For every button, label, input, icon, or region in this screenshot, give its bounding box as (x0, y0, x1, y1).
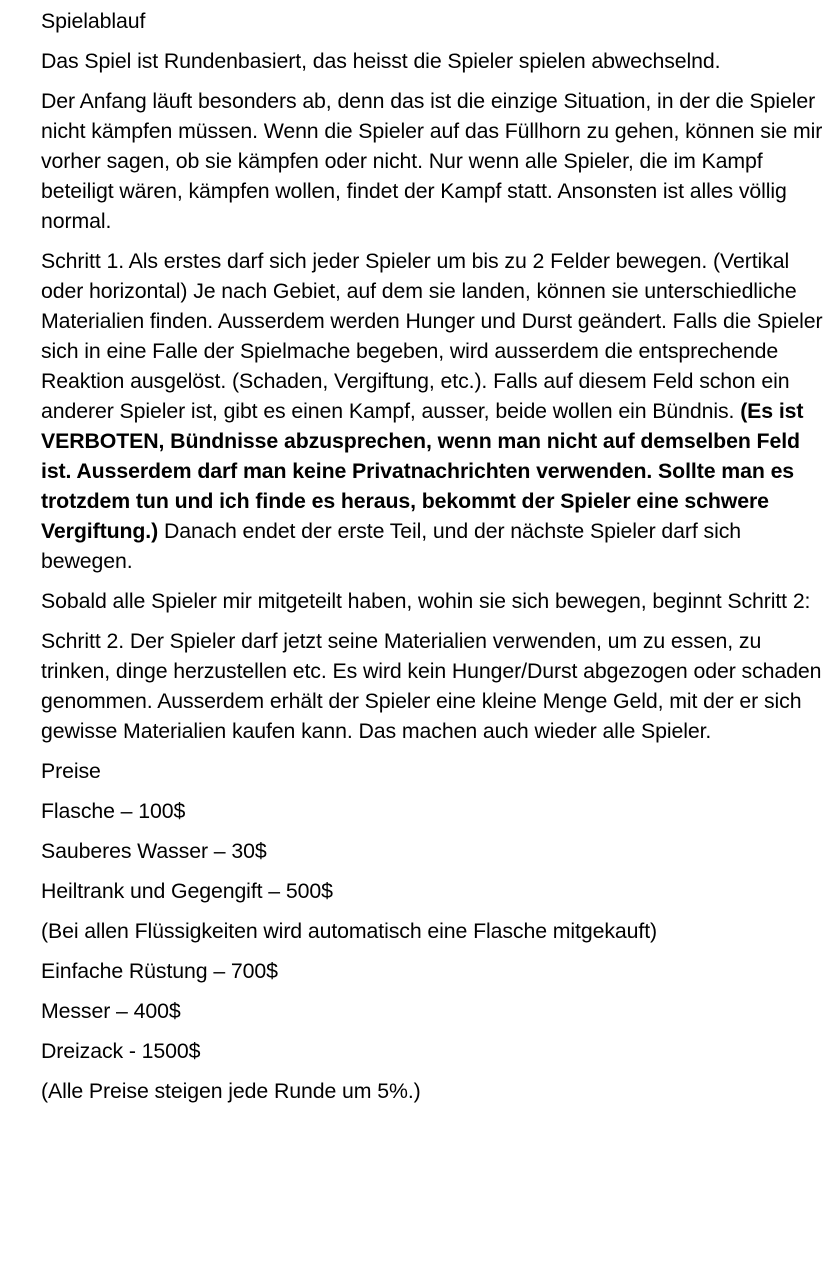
step1-warning: (Es ist VERBOTEN, Bündnisse abzusprechen, wenn man nicht auf demselben Feld ist. Ausserdem darf man keine Privatnachrichten verwenden. Sollte man es trotzdem tun und ich finde es heraus, bekommt der Spieler eine schwere Vergiftung.) (41, 399, 804, 543)
start-paragraph: Der Anfang läuft besonders ab, denn das ist die einzige Situation, in der die Spieler nicht kämpfen müssen. Wenn die Spieler auf das Füllhorn zu gehen, können sie mir vorher sagen, ob sie kämpfen oder nicht. Nur wenn alle Spieler, die im Kampf beteiligt wären, kämpfen wollen, findet der Kampf statt. Ansonsten ist alles völlig normal. (41, 89, 823, 233)
price-line: Einfache Rüstung – 700$ (41, 959, 278, 983)
transition-paragraph: Sobald alle Spieler mir mitgeteilt haben, wohin sie sich bewegen, beginnt Schritt 2: (41, 589, 811, 613)
price-line: Heiltrank und Gegengift – 500$ (41, 879, 333, 903)
step1-text: Schritt 1. Als erstes darf sich jeder Spieler um bis zu 2 Felder bewegen. (Vertikal oder horizontal) Je nach Gebiet, auf dem sie landen, können sie unterschiedliche Materialien finden. Ausserdem werden Hunger und Durst geändert. Falls die Spieler sich in eine Falle der Spielmache begeben, wird ausserdem die entsprechende Reaktion ausgelöst. (Schaden, Vergiftung, etc.). Falls auf diesem Feld schon ein anderer Spieler ist, gibt es einen Kampf, ausser, beide wollen ein Bündnis. (41, 249, 823, 423)
price-note: (Bei allen Flüssigkeiten wird automatisch eine Flasche mitgekauft) (41, 919, 658, 943)
price-note: (Alle Preise steigen jede Runde um 5%.) (41, 1079, 421, 1103)
price-line: Dreizack - 1500$ (41, 1039, 201, 1063)
price-line: Sauberes Wasser – 30$ (41, 839, 267, 863)
step1-text-end: Danach endet der erste Teil, und der nächste Spieler darf sich bewegen. (41, 519, 741, 573)
prices-heading: Preise (41, 759, 101, 783)
section-heading: Spielablauf (41, 9, 146, 33)
intro-paragraph: Das Spiel ist Rundenbasiert, das heisst die Spieler spielen abwechselnd. (41, 49, 721, 73)
price-line: Flasche – 100$ (41, 799, 186, 823)
step2-paragraph: Schritt 2. Der Spieler darf jetzt seine Materialien verwenden, um zu essen, zu trinken, dinge herzustellen etc. Es wird kein Hunger/Durst abgezogen oder schaden genommen. Ausserdem erhält der Spieler eine kleine Menge Geld, mit der er sich gewisse Materialien kaufen kann. Das machen auch wieder alle Spieler. (41, 629, 822, 743)
document-body (41, 6, 823, 1116)
step1-paragraph (41, 246, 823, 576)
price-line: Messer – 400$ (41, 999, 181, 1023)
